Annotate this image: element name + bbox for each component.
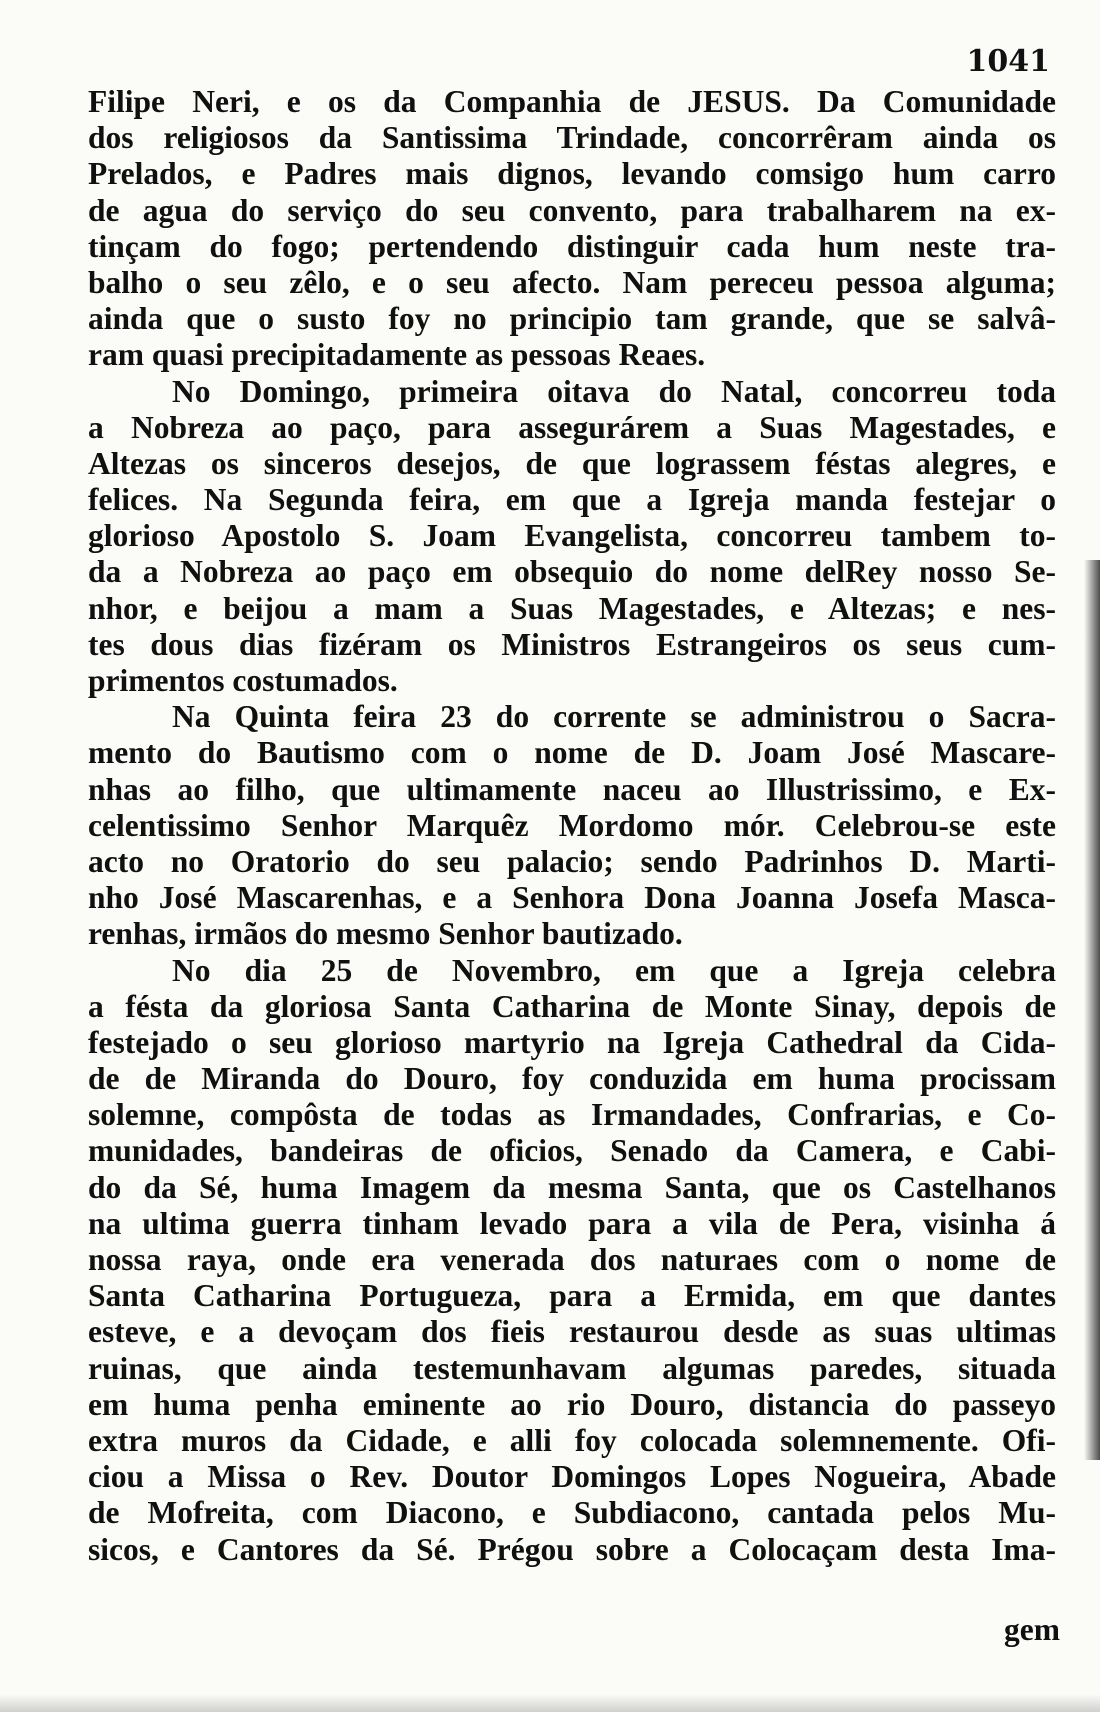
text-line: munidades, bandeiras de oficios, Senado da Camera, e Cabi-	[88, 1133, 1056, 1169]
text-line: extra muros da Cidade, e alli foy colocada solemnemente. Ofi-	[88, 1422, 1056, 1458]
text-line: do da Sé, huma Imagem da mesma Santa, que os Castelhanos	[88, 1169, 1056, 1205]
binding-shadow	[1084, 560, 1100, 1460]
text-line: Prelados, e Padres mais dignos, levando comsigo hum carro	[88, 156, 1056, 192]
body-text	[88, 84, 1056, 1568]
page-number: 1041	[966, 44, 1050, 79]
text-line: nhor, e beijou a mam a Suas Magestades, e Altezas; e nes-	[88, 590, 1056, 626]
text-line: de de Miranda do Douro, foy conduzida em huma procissam	[88, 1061, 1056, 1097]
text-line: ainda que o susto foy no principio tam grande, que se salvâ-	[88, 301, 1056, 337]
text-line: de agua do serviço do seu convento, para trabalharem na ex-	[88, 192, 1056, 228]
text-line: da a Nobreza ao paço em obsequio do nome delRey nosso Se-	[88, 554, 1056, 590]
page-edge-shadow	[0, 1694, 1100, 1712]
text-line: na ultima guerra tinham levado para a vila de Pera, visinha á	[88, 1205, 1056, 1241]
text-line: de Mofreita, com Diacono, e Subdiacono, cantada pelos Mu-	[88, 1495, 1056, 1531]
text-line: dos religiosos da Santissima Trindade, concorrêram ainda os	[88, 120, 1056, 156]
text-line: acto no Oratorio do seu palacio; sendo Padrinhos D. Marti-	[88, 843, 1056, 879]
text-line: ram quasi precipitadamente as pessoas Reaes.	[88, 337, 706, 373]
text-line: nossa raya, onde era venerada dos naturaes com o nome de	[88, 1242, 1056, 1277]
text-line: a Nobreza ao paço, para assegurárem a Suas Magestades, e	[88, 409, 1056, 445]
text-line: felices. Na Segunda feira, em que a Igreja manda festejar o	[88, 482, 1056, 518]
text-line: celentissimo Senhor Marquêz Mordomo mór. Celebrou-se este	[88, 807, 1056, 843]
text-line: Filipe Neri, e os da Companhia de JESUS. Da Comunidade	[88, 84, 1056, 119]
paragraph-start: Na Quinta feira 23 do corrente se administrou o Sacra-	[172, 699, 1056, 735]
catchword: gem	[1004, 1612, 1060, 1647]
text-line: em huma penha eminente ao rio Douro, distancia do passeyo	[88, 1386, 1056, 1422]
text-line: a fésta da gloriosa Santa Catharina de Monte Sinay, depois de	[88, 988, 1056, 1024]
text-line: festejado o seu glorioso martyrio na Igreja Cathedral da Cida-	[88, 1024, 1056, 1060]
text-line: Altezas os sinceros desejos, de que lograssem féstas alegres, e	[88, 445, 1056, 481]
text-line: ciou a Missa o Rev. Doutor Domingos Lopes Nogueira, Abade	[88, 1459, 1056, 1495]
text-line: Santa Catharina Portugueza, para a Ermida, em que dantes	[88, 1278, 1056, 1314]
text-line: balho o seu zêlo, e o seu afecto. Nam pereceu pessoa alguma;	[88, 264, 1056, 300]
text-line: renhas, irmãos do mesmo Senhor bautizado.	[88, 916, 683, 952]
text-line: ruinas, que ainda testemunhavam algumas paredes, situada	[88, 1350, 1056, 1386]
text-line: sicos, e Cantores da Sé. Prégou sobre a Colocaçam desta Ima-	[88, 1531, 1056, 1567]
text-line: esteve, e a devoçam dos fieis restaurou desde as suas ultimas	[88, 1314, 1056, 1350]
text-line: glorioso Apostolo S. Joam Evangelista, concorreu tambem to-	[88, 518, 1056, 554]
text-line: nho José Mascarenhas, e a Senhora Dona Joanna Josefa Masca-	[88, 880, 1056, 916]
text-line: solemne, compôsta de todas as Irmandades, Confrarias, e Co-	[88, 1097, 1056, 1133]
paragraph-start: No dia 25 de Novembro, em que a Igreja celebra	[172, 952, 1056, 988]
text-line: mento do Bautismo com o nome de D. Joam José Mascare-	[88, 735, 1056, 771]
text-line: tes dous dias fizéram os Ministros Estrangeiros os seus cum-	[88, 626, 1056, 662]
text-line: nhas ao filho, que ultimamente naceu ao Illustrissimo, e Ex-	[88, 771, 1056, 807]
text-line: tinçam do fogo; pertendendo distinguir cada hum neste tra-	[88, 228, 1056, 264]
paragraph-start: No Domingo, primeira oitava do Natal, concorreu toda	[172, 373, 1056, 409]
text-line: primentos costumados.	[88, 663, 398, 698]
